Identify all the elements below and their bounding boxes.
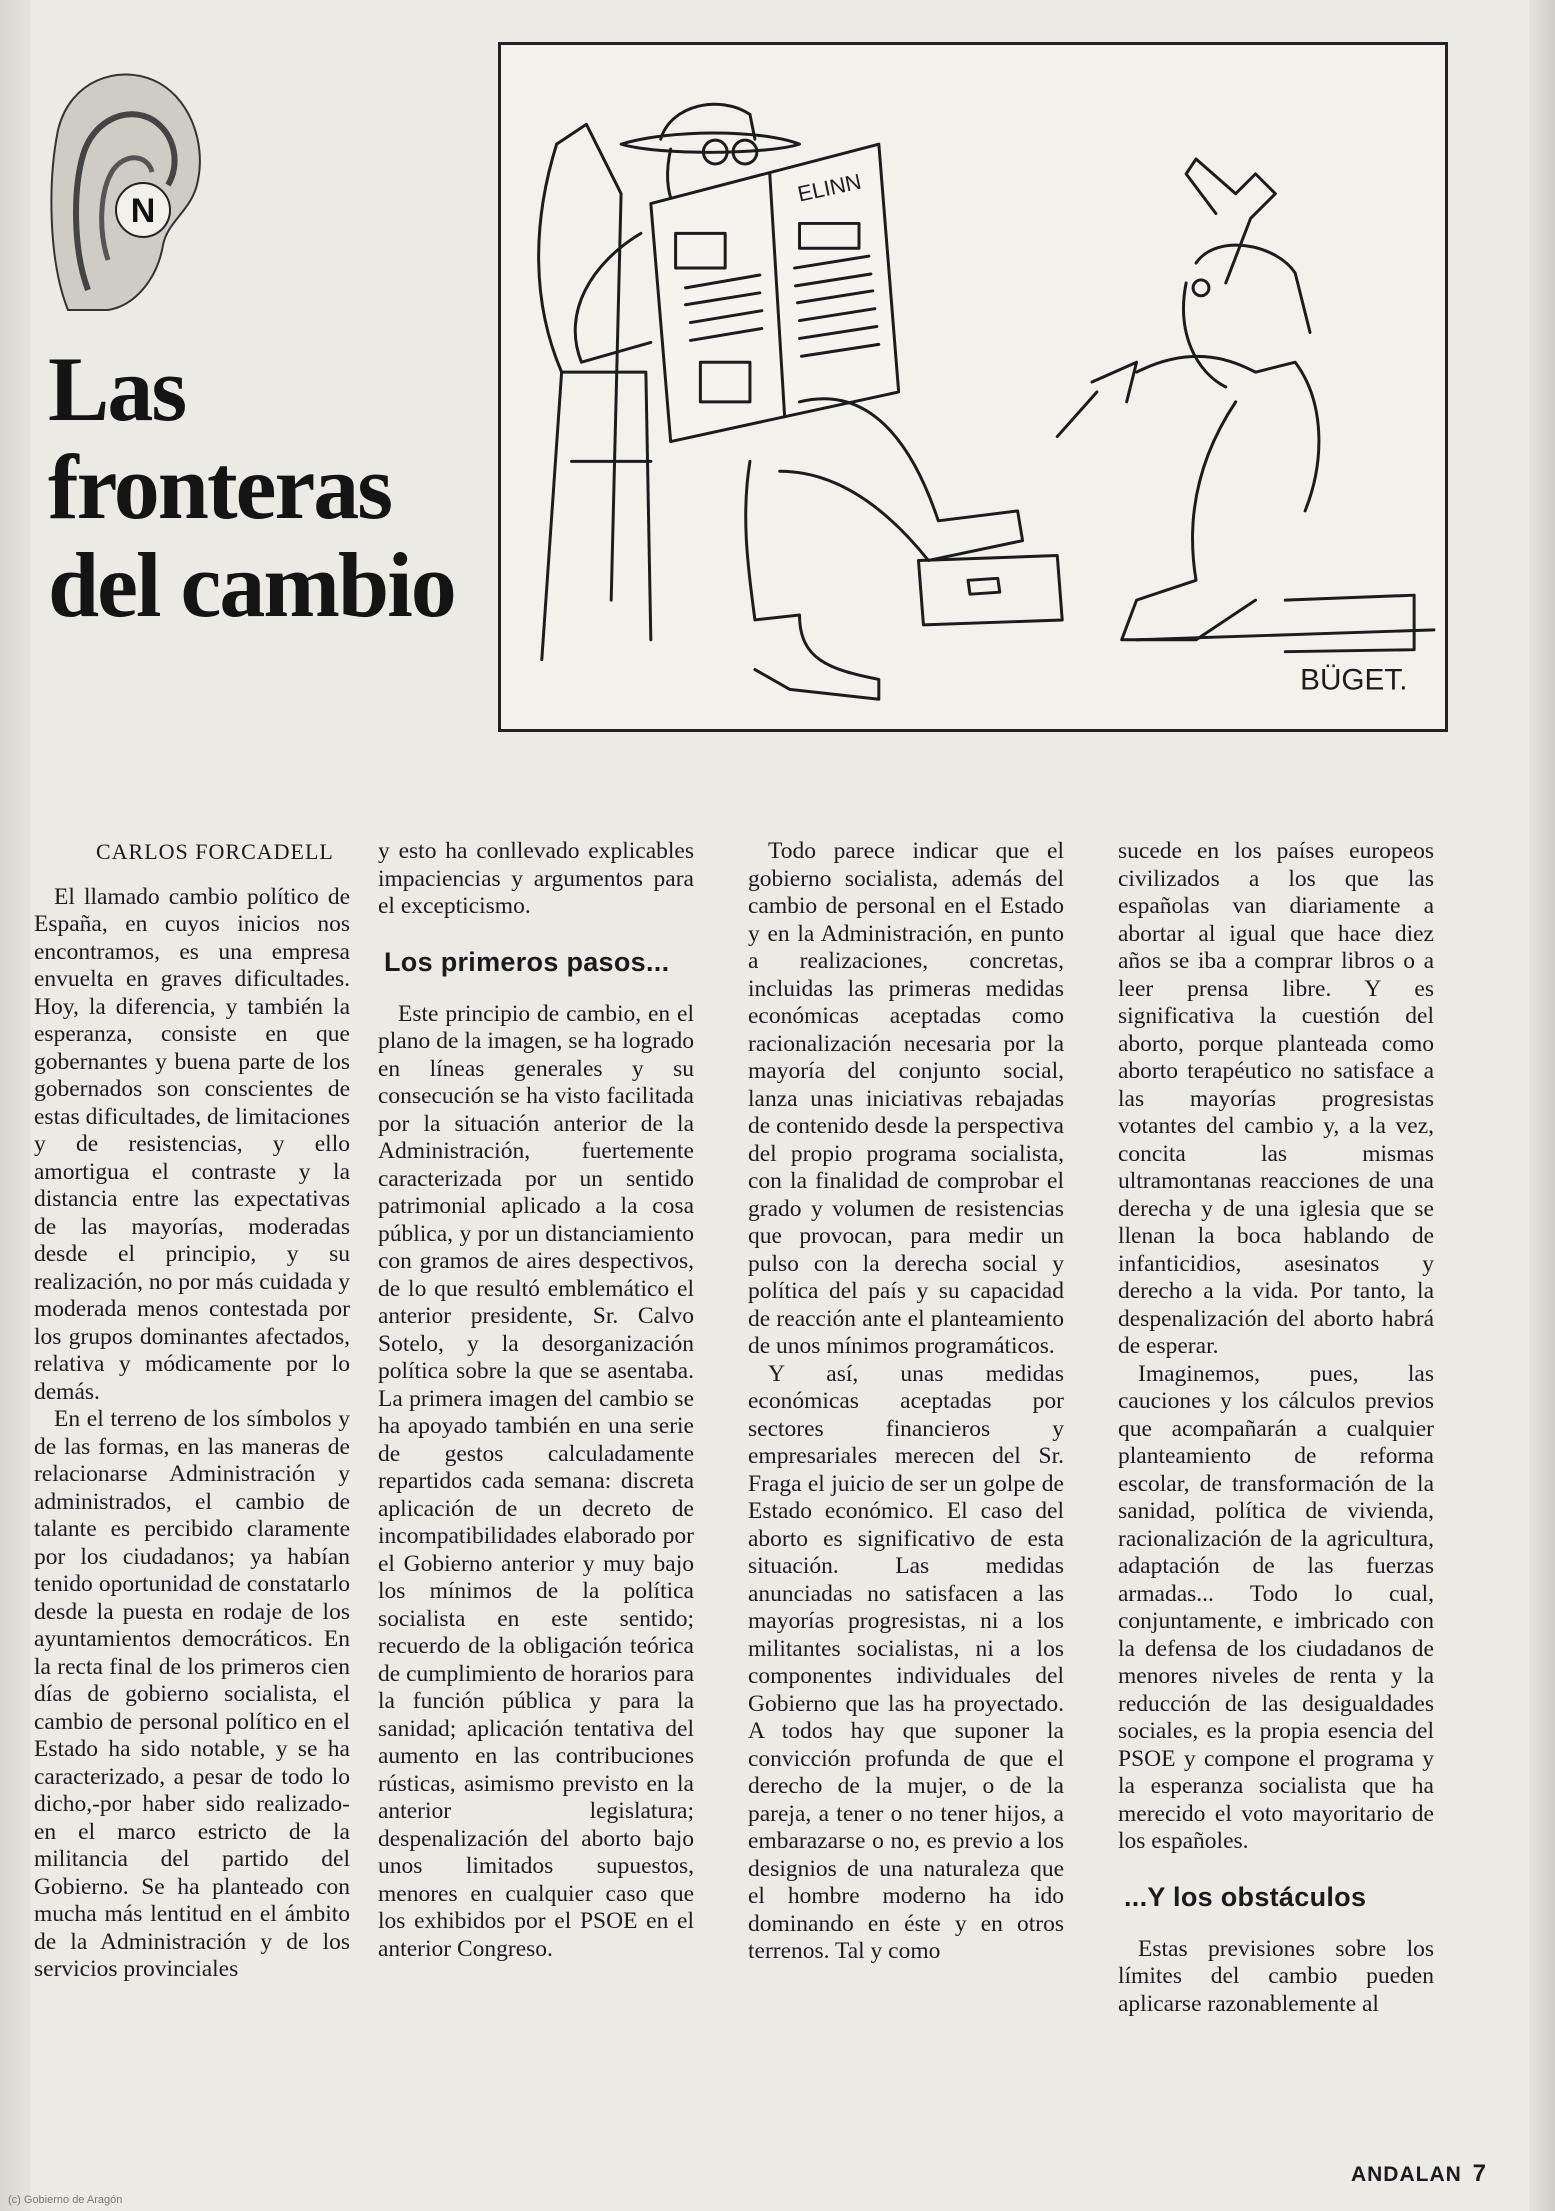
byline: CARLOS FORCADELL	[96, 839, 334, 864]
page-left-edge	[0, 0, 30, 2211]
article-column-4	[1118, 838, 1434, 2018]
publication-name: ANDALAN	[1350, 2163, 1462, 2186]
section-badge: N	[130, 192, 156, 230]
article-column-1	[34, 838, 350, 1984]
col2-paragraph-1: y esto ha conllevado explicables impaciencias y argumentos para el excepticismo.	[378, 838, 694, 919]
article-column-3	[748, 838, 1064, 1966]
col3-paragraph-1: Todo parece indicar que el gobierno socialista, además del cambio de personal en el Estado y en la Administración, en punto a realizaciones, concretas, incluidas las primeras medidas económicas aceptadas como racionalización necesaria por la mayoría del conjunto social, lanza unas iniciativas rebajadas de contenido desde la perspectiva del propio programa socialista, con la finalidad de comprobar el grado y volumen de resistencias que provocan, para medir un pulso con la derecha social y política del país y su capacidad de reacción ante el planteamiento de unos mínimos programáticos.	[748, 838, 1064, 1359]
article-column-2	[378, 838, 694, 1963]
col4-paragraph-3: Estas previsiones sobre los límites del cambio pueden aplicarse razonablemente al	[1118, 1935, 1434, 2017]
col1-paragraph-1: El llamado cambio político de España, en cuyos inicios nos encontramos, es una empresa envuelta en graves dificultades. Hoy, la diferencia, y también la esperanza, consiste en que gobernantes y buena parte de los gobernados son conscientes de estas dificultades, de limitaciones y de resistencias, y ello amortigua el contraste y la distancia entre las expectativas de las mayorías, moderadas desde el principio, y su realización, no por más cuidada y moderada menos contestada por los grupos dominantes afectados, relativa y módicamente por lo demás.	[34, 883, 350, 1405]
col1-paragraph-2: En el terreno de los símbolos y de las formas, en las maneras de relacionarse Administración y administrados, el cambio de talante es percibido claramente por los ciudadanos; ya habían tenido oportunidad de constatarlo desde la puesta en rodaje de los ayuntamientos democráticos. En la recta final de los primeros cien días de gobierno socialista, el cambio de personal político en el Estado ha sido notable, y se ha caracterizado, a pesar de todo lo dicho,-por haber sido realizado-en el marco estricto de la militancia del partido del Gobierno. Se ha planteado con mucha más lentitud en el ámbito de la Administración y de los servicios provinciales	[34, 1406, 350, 1982]
title-line-2: fronteras	[48, 436, 392, 538]
section-ear-logo	[48, 60, 208, 320]
subhead-primeros-pasos: Los primeros pasos...	[384, 946, 670, 977]
page-number: 7	[1472, 2160, 1487, 2187]
title-line-3: del cambio	[48, 534, 455, 636]
col3-paragraph-2: Y así, unas medidas económicas aceptadas por sectores financieros y empresariales merecen del Sr. Fraga el juicio de ser un golpe de Estado económico. El caso del aborto es significativo de esta situación. Las medidas anunciadas no satisfacen a las mayorías progresistas, ni a los militantes socialistas, ni a los componentes individuales del Gobierno que las ha proyectado. A todos hay que suponer la convicción profunda de que el derecho de la mujer, o de la pareja, a tener o no tener hijos, a embarazarse o no, es previo a los designios de una naturaleza que el hombre moderno ha ido dominando en éste y en otros terrenos. Tal y como	[748, 1360, 1064, 1964]
page-right-edge	[1529, 0, 1555, 2211]
copyright-notice: (c) Gobierno de Aragón	[8, 2194, 123, 2206]
page-footer	[1351, 2160, 1487, 2188]
col2-paragraph-2: Este principio de cambio, en el plano de la imagen, se ha logrado en líneas generales y su consecución se ha visto facilitada por la situación anterior de la Administración, fuertemente caracterizada por un sentido patrimonial aplicado a la cosa pública, y por un distanciamiento con gramos de aires despectivos, de lo que resultó emblemático el anterior presidente, Sr. Calvo Sotelo, y la desorganización política sobre la que se asentaba. La primera imagen del cambio se ha apoyado también en una serie de gestos calculadamente repartidos cada semana: discreta aplicación de un decreto de incompatibilidades elaborado por el Gobierno anterior y muy bajo los mínimos de la política socialista en este sentido; recuerdo de la obligación teórica de cumplimiento de horarios para la función pública y para la sanidad; aplicación tentativa del aumento en las contribuciones rústicas, asimismo previsto en la anterior legislatura; despenalización del aborto bajo unos limitados supuestos, menores en cualquier caso que los exhibidos por el PSOE en el anterior Congreso.	[378, 1000, 694, 1962]
newspaper-masthead: ELINN	[795, 168, 864, 207]
col4-paragraph-2: Imaginemos, pues, las cauciones y los cálculos previos que acompañarán a cualquier planteamiento de reforma escolar, de transformación de la sanidad, política de vivienda, racionalización de la agricultura, adaptación de las fuerzas armadas... Todo lo cual, conjuntamente, e imbricado con la defensa de los ciudadanos de menores niveles de renta y la reducción de las desigualdades sociales, es la propia esencia del PSOE y compone el programa y la esperanza socialista que ha merecido el voto mayoritario de los españoles.	[1118, 1360, 1434, 1854]
cartoon-illustration	[498, 42, 1448, 732]
article-title	[48, 340, 488, 634]
artist-signature: BÜGET.	[1300, 663, 1408, 697]
subhead-obstaculos: ...Y los obstáculos	[1124, 1881, 1367, 1912]
title-line-1: Las	[48, 338, 186, 440]
col4-paragraph-1: sucede en los países europeos civilizados a los que las españolas van diariamente a abortar al igual que hace diez años se iba a comprar libros o a leer prensa libre. Y es significativa la cuestión del aborto, porque planteada como aborto terapéutico no satisface a las mayorías progresistas votantes del cambio y, a la vez, concita las mismas ultramontanas reacciones de una derecha y de una iglesia que se llenan la boca hablando de infanticidios, asesinatos y derecho a la vida. Por tanto, la despenalización del aborto habrá de esperar.	[1118, 838, 1434, 1359]
cartoon-drawing	[501, 45, 1445, 729]
